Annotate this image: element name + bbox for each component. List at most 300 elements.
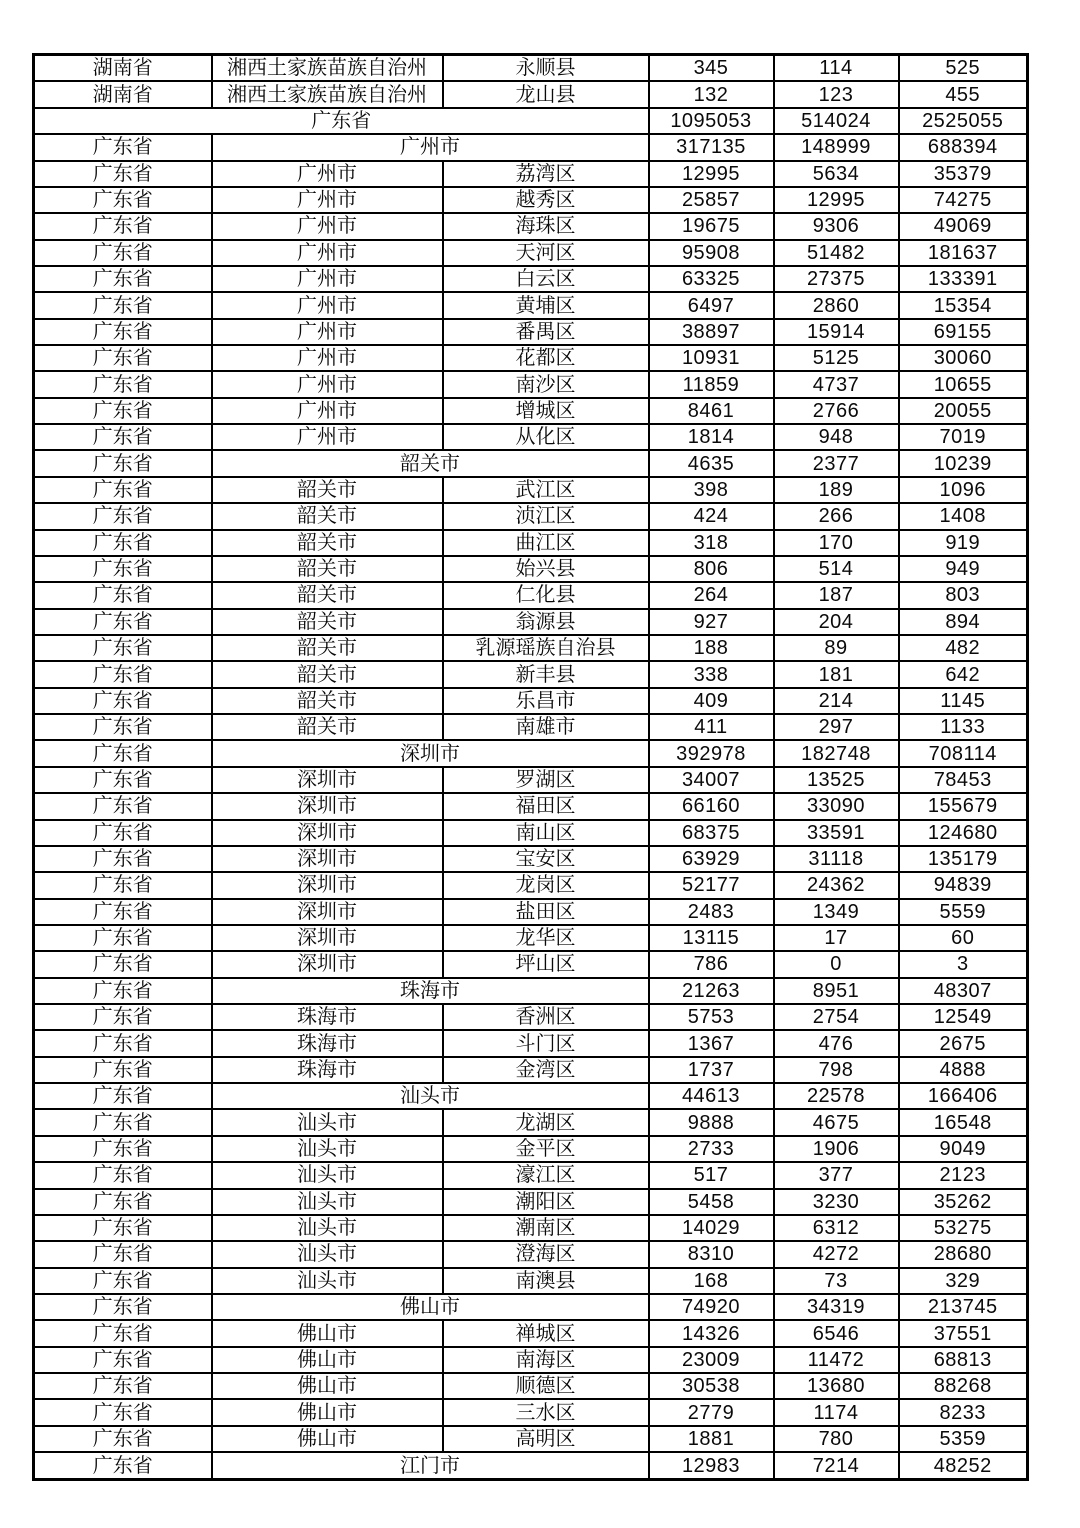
district-cell: 龙华区 — [443, 925, 649, 951]
district-cell: 荔湾区 — [443, 161, 649, 187]
province-cell: 广东省 — [34, 1268, 212, 1294]
value-cell-1: 30538 — [649, 1373, 774, 1399]
value-cell-2: 13680 — [774, 1373, 899, 1399]
value-cell-3: 60 — [899, 925, 1028, 951]
district-cell: 南澳县 — [443, 1268, 649, 1294]
district-cell: 福田区 — [443, 793, 649, 819]
city-cell: 佛山市 — [212, 1399, 443, 1425]
value-cell-1: 95908 — [649, 240, 774, 266]
city-cell: 汕头市 — [212, 1162, 443, 1188]
value-cell-1: 9888 — [649, 1109, 774, 1135]
city-cell: 广州市 — [212, 240, 443, 266]
district-cell: 三水区 — [443, 1399, 649, 1425]
city-total-cell: 韶关市 — [212, 450, 649, 476]
table-row — [34, 978, 1028, 1004]
province-cell: 湖南省 — [34, 81, 212, 107]
value-cell-1: 1814 — [649, 424, 774, 450]
province-cell: 广东省 — [34, 213, 212, 239]
table-row — [34, 503, 1028, 529]
province-cell: 广东省 — [34, 609, 212, 635]
value-cell-2: 123 — [774, 81, 899, 107]
value-cell-3: 20055 — [899, 398, 1028, 424]
value-cell-1: 21263 — [649, 978, 774, 1004]
table-row — [34, 161, 1028, 187]
district-cell: 武江区 — [443, 477, 649, 503]
value-cell-1: 23009 — [649, 1347, 774, 1373]
value-cell-3: 329 — [899, 1268, 1028, 1294]
district-cell: 盐田区 — [443, 899, 649, 925]
province-cell: 广东省 — [34, 1109, 212, 1135]
city-cell: 韶关市 — [212, 714, 443, 740]
province-cell: 广东省 — [34, 1241, 212, 1267]
city-cell: 广州市 — [212, 292, 443, 318]
value-cell-2: 0 — [774, 951, 899, 977]
value-cell-3: 4888 — [899, 1057, 1028, 1083]
value-cell-3: 2675 — [899, 1030, 1028, 1056]
value-cell-2: 114 — [774, 55, 899, 82]
value-cell-3: 37551 — [899, 1320, 1028, 1346]
value-cell-3: 482 — [899, 635, 1028, 661]
value-cell-3: 135179 — [899, 846, 1028, 872]
value-cell-3: 642 — [899, 661, 1028, 687]
province-cell: 广东省 — [34, 688, 212, 714]
value-cell-1: 411 — [649, 714, 774, 740]
district-cell: 南雄市 — [443, 714, 649, 740]
value-cell-3: 48252 — [899, 1452, 1028, 1479]
district-cell: 龙山县 — [443, 81, 649, 107]
value-cell-1: 6497 — [649, 292, 774, 318]
province-total-cell: 广东省 — [34, 108, 649, 134]
value-cell-1: 8310 — [649, 1241, 774, 1267]
value-cell-3: 35379 — [899, 161, 1028, 187]
city-cell: 深圳市 — [212, 925, 443, 951]
table-row — [34, 1399, 1028, 1425]
district-cell: 番禺区 — [443, 319, 649, 345]
value-cell-2: 5634 — [774, 161, 899, 187]
value-cell-2: 798 — [774, 1057, 899, 1083]
table-row — [34, 1083, 1028, 1109]
value-cell-2: 89 — [774, 635, 899, 661]
city-cell: 深圳市 — [212, 793, 443, 819]
value-cell-3: 5359 — [899, 1426, 1028, 1452]
value-cell-1: 8461 — [649, 398, 774, 424]
district-cell: 海珠区 — [443, 213, 649, 239]
district-cell: 香洲区 — [443, 1004, 649, 1030]
table-row — [34, 1057, 1028, 1083]
district-cell: 潮南区 — [443, 1215, 649, 1241]
value-cell-1: 68375 — [649, 820, 774, 846]
value-cell-1: 34007 — [649, 767, 774, 793]
district-cell: 始兴县 — [443, 556, 649, 582]
value-cell-3: 5559 — [899, 899, 1028, 925]
value-cell-2: 8951 — [774, 978, 899, 1004]
value-cell-1: 317135 — [649, 134, 774, 160]
value-cell-2: 148999 — [774, 134, 899, 160]
value-cell-2: 187 — [774, 582, 899, 608]
value-cell-2: 4272 — [774, 1241, 899, 1267]
value-cell-1: 63325 — [649, 266, 774, 292]
value-cell-2: 51482 — [774, 240, 899, 266]
district-cell: 潮阳区 — [443, 1189, 649, 1215]
value-cell-3: 49069 — [899, 213, 1028, 239]
city-cell: 韶关市 — [212, 477, 443, 503]
value-cell-3: 124680 — [899, 820, 1028, 846]
district-cell: 南海区 — [443, 1347, 649, 1373]
table-row — [34, 55, 1028, 82]
value-cell-1: 38897 — [649, 319, 774, 345]
district-cell: 龙岗区 — [443, 872, 649, 898]
city-cell: 深圳市 — [212, 846, 443, 872]
province-cell: 广东省 — [34, 1320, 212, 1346]
table-row — [34, 582, 1028, 608]
province-cell: 广东省 — [34, 1189, 212, 1215]
city-total-cell: 佛山市 — [212, 1294, 649, 1320]
city-cell: 佛山市 — [212, 1373, 443, 1399]
district-cell: 花都区 — [443, 345, 649, 371]
table-row — [34, 740, 1028, 766]
value-cell-1: 63929 — [649, 846, 774, 872]
value-cell-2: 34319 — [774, 1294, 899, 1320]
table-row — [34, 345, 1028, 371]
table-row — [34, 714, 1028, 740]
city-cell: 韶关市 — [212, 582, 443, 608]
table-row — [34, 450, 1028, 476]
city-total-cell: 广州市 — [212, 134, 649, 160]
table-row — [34, 872, 1028, 898]
district-cell: 罗湖区 — [443, 767, 649, 793]
district-cell: 越秀区 — [443, 187, 649, 213]
city-total-cell: 江门市 — [212, 1452, 649, 1479]
value-cell-2: 27375 — [774, 266, 899, 292]
value-cell-1: 786 — [649, 951, 774, 977]
table-row — [34, 81, 1028, 107]
district-cell: 斗门区 — [443, 1030, 649, 1056]
value-cell-2: 9306 — [774, 213, 899, 239]
value-cell-2: 1906 — [774, 1136, 899, 1162]
city-cell: 汕头市 — [212, 1215, 443, 1241]
province-cell: 广东省 — [34, 161, 212, 187]
table-row — [34, 187, 1028, 213]
table-row — [34, 1189, 1028, 1215]
value-cell-3: 12549 — [899, 1004, 1028, 1030]
table-row — [34, 398, 1028, 424]
city-cell: 佛山市 — [212, 1347, 443, 1373]
table-row — [34, 371, 1028, 397]
province-cell: 广东省 — [34, 1162, 212, 1188]
value-cell-2: 33591 — [774, 820, 899, 846]
city-cell: 汕头市 — [212, 1268, 443, 1294]
city-cell: 汕头市 — [212, 1109, 443, 1135]
province-cell: 广东省 — [34, 1215, 212, 1241]
value-cell-2: 33090 — [774, 793, 899, 819]
value-cell-1: 52177 — [649, 872, 774, 898]
table-row — [34, 1320, 1028, 1346]
value-cell-2: 6312 — [774, 1215, 899, 1241]
value-cell-3: 213745 — [899, 1294, 1028, 1320]
value-cell-2: 4675 — [774, 1109, 899, 1135]
table-row — [34, 1241, 1028, 1267]
province-cell: 广东省 — [34, 345, 212, 371]
value-cell-1: 188 — [649, 635, 774, 661]
value-cell-1: 927 — [649, 609, 774, 635]
city-total-cell: 汕头市 — [212, 1083, 649, 1109]
table-row — [34, 1268, 1028, 1294]
value-cell-3: 48307 — [899, 978, 1028, 1004]
value-cell-1: 345 — [649, 55, 774, 82]
value-cell-3: 16548 — [899, 1109, 1028, 1135]
district-cell: 金平区 — [443, 1136, 649, 1162]
value-cell-2: 5125 — [774, 345, 899, 371]
value-cell-2: 514 — [774, 556, 899, 582]
city-cell: 深圳市 — [212, 951, 443, 977]
province-cell: 广东省 — [34, 1004, 212, 1030]
table-row — [34, 266, 1028, 292]
value-cell-3: 8233 — [899, 1399, 1028, 1425]
district-cell: 翁源县 — [443, 609, 649, 635]
value-cell-3: 181637 — [899, 240, 1028, 266]
value-cell-2: 297 — [774, 714, 899, 740]
value-cell-2: 22578 — [774, 1083, 899, 1109]
value-cell-3: 688394 — [899, 134, 1028, 160]
value-cell-1: 424 — [649, 503, 774, 529]
value-cell-2: 476 — [774, 1030, 899, 1056]
value-cell-1: 4635 — [649, 450, 774, 476]
value-cell-1: 5753 — [649, 1004, 774, 1030]
city-cell: 深圳市 — [212, 767, 443, 793]
value-cell-1: 318 — [649, 530, 774, 556]
province-cell: 广东省 — [34, 503, 212, 529]
province-cell: 广东省 — [34, 450, 212, 476]
value-cell-1: 392978 — [649, 740, 774, 766]
value-cell-1: 1737 — [649, 1057, 774, 1083]
district-cell: 禅城区 — [443, 1320, 649, 1346]
value-cell-2: 13525 — [774, 767, 899, 793]
district-cell: 曲江区 — [443, 530, 649, 556]
value-cell-1: 517 — [649, 1162, 774, 1188]
district-cell: 永顺县 — [443, 55, 649, 82]
value-cell-1: 13115 — [649, 925, 774, 951]
value-cell-3: 68813 — [899, 1347, 1028, 1373]
city-cell: 珠海市 — [212, 1004, 443, 1030]
value-cell-1: 2483 — [649, 899, 774, 925]
city-cell: 汕头市 — [212, 1189, 443, 1215]
table-row — [34, 609, 1028, 635]
city-cell: 深圳市 — [212, 872, 443, 898]
value-cell-3: 7019 — [899, 424, 1028, 450]
value-cell-1: 398 — [649, 477, 774, 503]
value-cell-2: 214 — [774, 688, 899, 714]
value-cell-3: 10239 — [899, 450, 1028, 476]
city-cell: 深圳市 — [212, 820, 443, 846]
value-cell-3: 1408 — [899, 503, 1028, 529]
province-cell: 广东省 — [34, 582, 212, 608]
table-row — [34, 1109, 1028, 1135]
value-cell-3: 78453 — [899, 767, 1028, 793]
district-cell: 黄埔区 — [443, 292, 649, 318]
value-cell-1: 2779 — [649, 1399, 774, 1425]
value-cell-1: 2733 — [649, 1136, 774, 1162]
city-cell: 湘西土家族苗族自治州 — [212, 55, 443, 82]
value-cell-3: 10655 — [899, 371, 1028, 397]
value-cell-3: 708114 — [899, 740, 1028, 766]
value-cell-1: 1881 — [649, 1426, 774, 1452]
value-cell-3: 166406 — [899, 1083, 1028, 1109]
city-cell: 广州市 — [212, 424, 443, 450]
city-cell: 深圳市 — [212, 899, 443, 925]
table-row — [34, 688, 1028, 714]
province-cell: 广东省 — [34, 292, 212, 318]
value-cell-2: 514024 — [774, 108, 899, 134]
city-cell: 韶关市 — [212, 556, 443, 582]
value-cell-1: 14326 — [649, 1320, 774, 1346]
table-row — [34, 1452, 1028, 1479]
table-row — [34, 556, 1028, 582]
value-cell-3: 69155 — [899, 319, 1028, 345]
value-cell-1: 74920 — [649, 1294, 774, 1320]
district-cell: 南山区 — [443, 820, 649, 846]
value-cell-2: 2377 — [774, 450, 899, 476]
value-cell-2: 15914 — [774, 319, 899, 345]
city-total-cell: 珠海市 — [212, 978, 649, 1004]
table-row — [34, 846, 1028, 872]
table-row — [34, 951, 1028, 977]
value-cell-3: 74275 — [899, 187, 1028, 213]
district-cell: 从化区 — [443, 424, 649, 450]
province-cell: 广东省 — [34, 530, 212, 556]
table-row — [34, 1030, 1028, 1056]
district-cell: 乳源瑶族自治县 — [443, 635, 649, 661]
table-row — [34, 899, 1028, 925]
value-cell-2: 1174 — [774, 1399, 899, 1425]
value-cell-2: 780 — [774, 1426, 899, 1452]
value-cell-3: 88268 — [899, 1373, 1028, 1399]
table-row — [34, 213, 1028, 239]
table-row — [34, 1004, 1028, 1030]
value-cell-1: 12995 — [649, 161, 774, 187]
district-cell: 仁化县 — [443, 582, 649, 608]
province-cell: 广东省 — [34, 793, 212, 819]
city-cell: 韶关市 — [212, 661, 443, 687]
city-cell: 湘西土家族苗族自治州 — [212, 81, 443, 107]
value-cell-1: 14029 — [649, 1215, 774, 1241]
table-row — [34, 767, 1028, 793]
value-cell-3: 94839 — [899, 872, 1028, 898]
table-row — [34, 1215, 1028, 1241]
city-cell: 韶关市 — [212, 503, 443, 529]
table-row — [34, 1162, 1028, 1188]
city-cell: 韶关市 — [212, 635, 443, 661]
value-cell-2: 4737 — [774, 371, 899, 397]
value-cell-2: 182748 — [774, 740, 899, 766]
province-cell: 广东省 — [34, 398, 212, 424]
table-row — [34, 319, 1028, 345]
district-cell: 南沙区 — [443, 371, 649, 397]
value-cell-1: 132 — [649, 81, 774, 107]
value-cell-2: 170 — [774, 530, 899, 556]
province-cell: 广东省 — [34, 846, 212, 872]
city-cell: 广州市 — [212, 213, 443, 239]
value-cell-2: 181 — [774, 661, 899, 687]
province-cell: 广东省 — [34, 1030, 212, 1056]
province-cell: 广东省 — [34, 424, 212, 450]
value-cell-3: 3 — [899, 951, 1028, 977]
table-row — [34, 1426, 1028, 1452]
value-cell-3: 949 — [899, 556, 1028, 582]
province-cell: 广东省 — [34, 1347, 212, 1373]
province-cell: 广东省 — [34, 134, 212, 160]
province-cell: 广东省 — [34, 1452, 212, 1479]
district-cell: 坪山区 — [443, 951, 649, 977]
city-total-cell: 深圳市 — [212, 740, 649, 766]
value-cell-3: 9049 — [899, 1136, 1028, 1162]
value-cell-1: 1367 — [649, 1030, 774, 1056]
district-cell: 澄海区 — [443, 1241, 649, 1267]
table-body — [34, 55, 1028, 1480]
district-cell: 宝安区 — [443, 846, 649, 872]
city-cell: 广州市 — [212, 319, 443, 345]
district-cell: 金湾区 — [443, 1057, 649, 1083]
district-cell: 天河区 — [443, 240, 649, 266]
value-cell-2: 204 — [774, 609, 899, 635]
province-cell: 广东省 — [34, 477, 212, 503]
value-cell-2: 17 — [774, 925, 899, 951]
table-row — [34, 292, 1028, 318]
value-cell-2: 7214 — [774, 1452, 899, 1479]
district-cell: 浈江区 — [443, 503, 649, 529]
value-cell-3: 30060 — [899, 345, 1028, 371]
value-cell-3: 919 — [899, 530, 1028, 556]
table-row — [34, 108, 1028, 134]
value-cell-2: 2766 — [774, 398, 899, 424]
province-cell: 广东省 — [34, 714, 212, 740]
value-cell-1: 12983 — [649, 1452, 774, 1479]
value-cell-2: 2754 — [774, 1004, 899, 1030]
district-cell: 增城区 — [443, 398, 649, 424]
value-cell-1: 409 — [649, 688, 774, 714]
province-cell: 广东省 — [34, 1136, 212, 1162]
city-cell: 佛山市 — [212, 1320, 443, 1346]
value-cell-2: 1349 — [774, 899, 899, 925]
value-cell-3: 455 — [899, 81, 1028, 107]
value-cell-1: 806 — [649, 556, 774, 582]
city-cell: 广州市 — [212, 161, 443, 187]
province-cell: 广东省 — [34, 951, 212, 977]
province-cell: 广东省 — [34, 556, 212, 582]
admin-divisions-table — [32, 53, 1029, 1481]
value-cell-1: 264 — [649, 582, 774, 608]
province-cell: 广东省 — [34, 899, 212, 925]
city-cell: 汕头市 — [212, 1241, 443, 1267]
value-cell-2: 24362 — [774, 872, 899, 898]
value-cell-2: 2860 — [774, 292, 899, 318]
table-row — [34, 820, 1028, 846]
value-cell-1: 10931 — [649, 345, 774, 371]
district-cell: 高明区 — [443, 1426, 649, 1452]
district-cell: 新丰县 — [443, 661, 649, 687]
province-cell: 广东省 — [34, 978, 212, 1004]
table-row — [34, 661, 1028, 687]
value-cell-3: 1096 — [899, 477, 1028, 503]
value-cell-3: 2123 — [899, 1162, 1028, 1188]
province-cell: 广东省 — [34, 266, 212, 292]
city-cell: 珠海市 — [212, 1057, 443, 1083]
value-cell-3: 35262 — [899, 1189, 1028, 1215]
province-cell: 广东省 — [34, 820, 212, 846]
value-cell-2: 948 — [774, 424, 899, 450]
table-row — [34, 477, 1028, 503]
district-cell: 龙湖区 — [443, 1109, 649, 1135]
province-cell: 广东省 — [34, 319, 212, 345]
